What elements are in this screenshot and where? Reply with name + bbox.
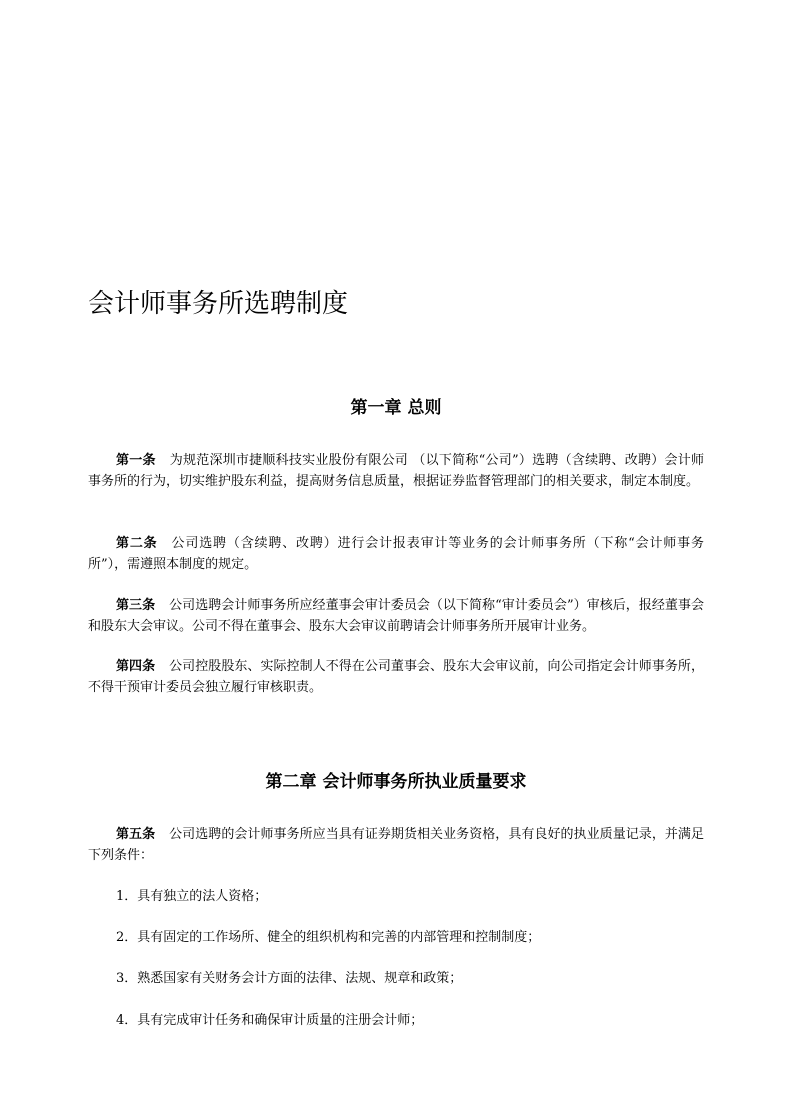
chapter-2-heading: 第二章 会计师事务所执业质量要求 [265, 772, 527, 792]
document-title: 会计师事务所选聘制度 [88, 289, 349, 319]
article-1-label: 第一条 [116, 453, 156, 468]
condition-item-4: 4．具有完成审计任务和确保审计质量的注册会计师； [116, 1013, 424, 1028]
article-4-text: 公司控股股东、实际控制人不得在公司董事会、股东大会审议前，向公司指定会计师事务所，不得干预审计委员会独立履行审核职责。 [88, 659, 704, 695]
article-5 [88, 824, 704, 866]
condition-item-2: 2．具有固定的工作场所、健全的组织机构和完善的内部管理和控制制度； [116, 930, 541, 945]
article-5-text: 公司选聘的会计师事务所应当具有证券期货相关业务资格，具有良好的执业质量记录，并满足下列条件： [88, 827, 704, 863]
condition-item-3: 3．熟悉国家有关财务会计方面的法律、法规、规章和政策； [116, 971, 463, 986]
article-1-text: 为规范深圳市捷顺科技实业股份有限公司 （以下简称“公司”）选聘（含续聘、改聘）会计师事务所的行为，切实维护股东利益，提高财务信息质量，根据证券监督管理部门的相关要求，制定本制度。 [88, 453, 704, 489]
article-3 [88, 595, 704, 637]
article-4 [88, 656, 704, 698]
article-2-label: 第二条 [116, 536, 158, 551]
article-2 [88, 533, 704, 575]
article-5-label: 第五条 [116, 827, 156, 842]
article-3-text: 公司选聘会计师事务所应经董事会审计委员会（以下简称“审计委员会”）审核后，报经董事会和股东大会审议。公司不得在董事会、股东大会审议前聘请会计师事务所开展审计业务。 [88, 598, 704, 634]
chapter-1-heading: 第一章 总则 [350, 398, 442, 418]
article-2-text: 公司选聘（含续聘、改聘）进行会计报表审计等业务的会计师事务所（下称“会计师事务所”），需遵照本制度的规定。 [88, 536, 704, 572]
condition-item-1: 1．具有独立的法人资格； [116, 889, 268, 904]
article-1 [88, 450, 704, 492]
article-3-label: 第三条 [116, 598, 156, 613]
article-4-label: 第四条 [116, 659, 156, 674]
